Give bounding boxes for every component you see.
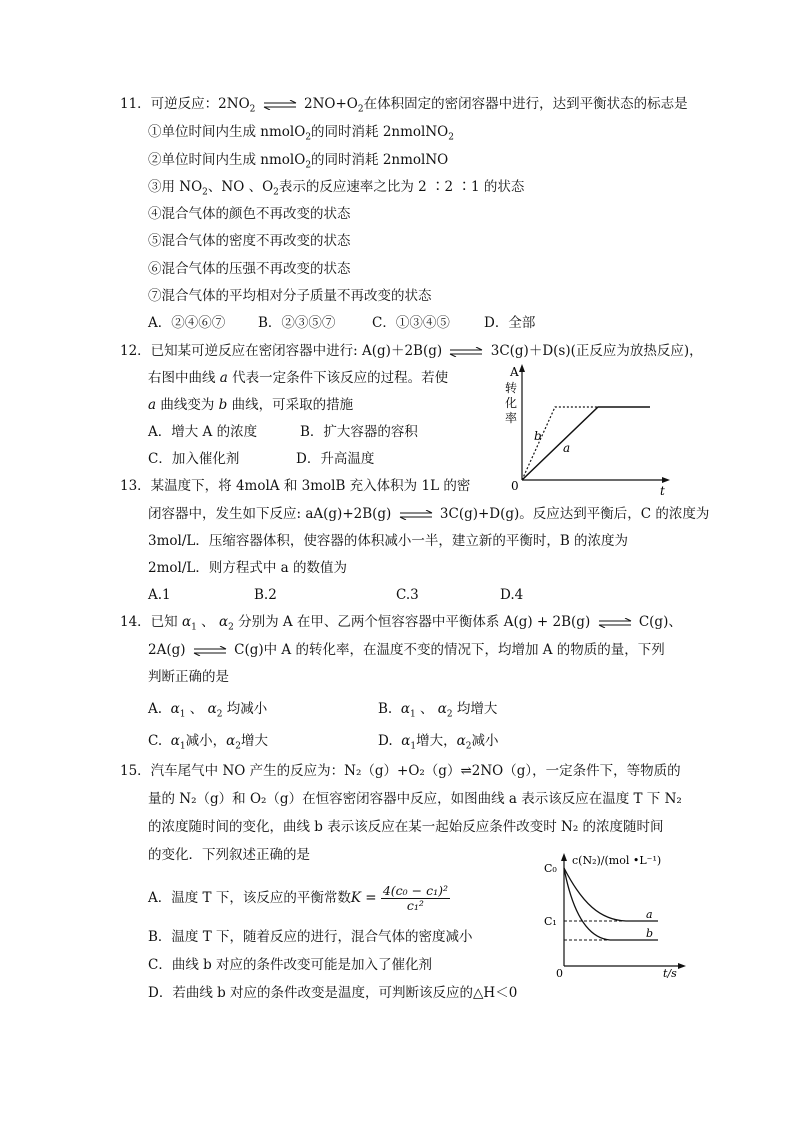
q11-option-a[interactable]: A．②④⑥⑦ xyxy=(148,315,226,331)
q11-option-b[interactable]: B．②③⑤⑦ xyxy=(258,315,336,331)
q11-stem: 11．可逆反应：$2NO_2$ $2NO+O_2$在体积固定的密闭容器中进行，达到平衡状态的标志是 xyxy=(120,96,688,115)
equilibrium-constant-fraction: $\frac{\text{4(c₀ − c₁)²}}{\text{c₁²}}$ xyxy=(382,883,449,913)
graph-ylabel-4: 率 xyxy=(505,411,518,425)
q13-option-b[interactable]: B.2 xyxy=(254,587,277,603)
curve-b xyxy=(564,868,658,940)
q13-option-c[interactable]: C.3 xyxy=(396,587,419,603)
q15-option-c[interactable]: C．曲线 b 对应的条件改变可能是加入了催化剂 xyxy=(148,957,433,973)
q14-line-1: 14．已知 $\alpha_1$ 、 $\alpha_2$ 分别为 A 在甲、乙两个恒容容器中平衡体系 A(g) + 2B(g) C(g)、 xyxy=(120,614,682,633)
graph-origin: 0 xyxy=(556,967,563,978)
x-axis-arrow-icon xyxy=(678,963,686,969)
y-axis-arrow-icon xyxy=(519,364,525,372)
equilibrium-arrow-icon xyxy=(598,618,632,628)
q15-option-b[interactable]: B．温度 T 下，随着反应的进行，混合气体的密度减小 xyxy=(148,929,473,945)
q15-line-2: 量的 N₂（g）和 O₂（g）在恒容密闭容器中反应，如图曲线 a 表示该反应在温度 T 下 N₂ xyxy=(148,791,682,807)
q11-statement-6: ⑥混合气体的压强不再改变的状态 xyxy=(148,261,351,277)
q15-line-4: 的变化．下列叙述正确的是 xyxy=(148,847,310,863)
q13-line-1: 13．某温度下，将 4molA 和 3molB 充入体积为 1L 的密 xyxy=(120,478,471,494)
q13-option-a[interactable]: A.1 xyxy=(148,587,171,603)
q14-line-2: 2A(g) C(g)中 A 的转化率，在温度不变的情况下，均增加 A 的物质的量，下列 xyxy=(148,642,665,658)
x-axis-arrow-icon xyxy=(662,477,670,483)
graph-ylabel-2: 转 xyxy=(505,381,518,395)
q11-statement-5: ⑤混合气体的密度不再改变的状态 xyxy=(148,233,351,249)
q13-line-3: 3mol/L．压缩容器体积，使容器的体积减小一半，建立新的平衡时，B 的浓度为 xyxy=(148,533,629,549)
q11-statement-7: ⑦混合气体的平均相对分子质量不再改变的状态 xyxy=(148,288,432,304)
equilibrium-arrow-icon xyxy=(449,347,483,357)
q12-line-3: a 曲线变为 b 曲线，可采取的措施 xyxy=(148,397,354,413)
graph-ylabel-3: 化 xyxy=(505,396,518,410)
equilibrium-arrow-icon xyxy=(193,646,227,656)
q11-statement-3: ③用 $NO_2$、NO 、$O_2$表示的反应速率之比为 2 ∶2 ∶1 的状态 xyxy=(148,179,525,198)
q15-line-1: 15．汽车尾气中 NO 产生的反应为：N₂（g）+O₂（g）⇌2NO（g），一定条件下，等物质的 xyxy=(120,763,681,779)
c0-label: C₀ xyxy=(544,862,557,875)
q11-option-d[interactable]: D．全部 xyxy=(484,315,536,331)
q11-option-c[interactable]: C．①③④⑤ xyxy=(372,315,450,331)
q13-option-d[interactable]: D.4 xyxy=(500,587,524,603)
q15-line-3: 的浓度随时间的变化，曲线 b 表示该反应在某一起始反应条件改变时 N₂ 的浓度随时间 xyxy=(148,819,664,835)
q12-option-d[interactable]: D．升高温度 xyxy=(296,451,375,467)
q14-option-a[interactable]: A. $\alpha_1$ 、 $\alpha_2$ 均减小 xyxy=(148,701,268,720)
graph-origin: 0 xyxy=(511,479,519,493)
q15-concentration-graph xyxy=(538,848,698,978)
y-axis-arrow-icon xyxy=(561,853,567,861)
q11-statement-2: ②单位时间内生成 nmolO$_2$的同时消耗 2nmolNO xyxy=(148,152,449,171)
q14-option-b[interactable]: B. $\alpha_1$ 、 $\alpha_2$ 均增大 xyxy=(378,701,498,720)
graph-xlabel: t xyxy=(660,484,665,497)
q12-option-a[interactable]: A．增大 A 的浓度 xyxy=(148,424,258,440)
graph-ylabel: c(N₂)/(mol •L⁻¹) xyxy=(572,854,662,867)
q14-option-c[interactable]: C. $\alpha_1$减小，$\alpha_2$增大 xyxy=(148,733,268,752)
q12-conversion-graph xyxy=(500,362,680,497)
q13-line-4: 2mol/L．则方程式中 a 的数值为 xyxy=(148,560,347,576)
curve-b-label: b xyxy=(646,927,654,940)
q15-option-a[interactable]: A．温度 T 下，该反应的平衡常数K = $\frac{\text{4(c₀ − c₁)²}}{\text{c₁²}}$ xyxy=(148,883,449,913)
curve-b-label: b xyxy=(534,429,542,443)
q12-option-c[interactable]: C．加入催化剂 xyxy=(148,451,240,467)
curve-a xyxy=(522,407,650,480)
q14-line-3: 判断正确的是 xyxy=(148,669,229,685)
q12-line-2: 右图中曲线 a 代表一定条件下该反应的过程。若使 xyxy=(148,370,449,386)
equilibrium-arrow-icon xyxy=(263,100,297,110)
graph-xlabel: t/s xyxy=(663,967,677,978)
curve-a-label: a xyxy=(563,441,571,455)
curve-a-label: a xyxy=(646,908,653,921)
q15-option-d[interactable]: D．若曲线 b 对应的条件改变是温度，可判断该反应的△H＜0 xyxy=(148,985,518,1001)
q11-statement-1: ①单位时间内生成 nmolO$_2$的同时消耗 2nmolNO$_2$ xyxy=(148,124,454,143)
equilibrium-arrow-icon xyxy=(399,510,433,520)
q13-line-2: 闭容器中，发生如下反应: aA(g)+2B(g) 3C(g)+D(g)。反应达到平衡后，C 的浓度为 xyxy=(148,506,710,522)
q12-stem: 12．已知某可逆反应在密闭容器中进行: A(g)＋2B(g) 3C(g)＋D(s)(正反应为放热反应)， xyxy=(120,343,703,359)
graph-ylabel-1: A xyxy=(510,365,519,379)
q12-option-b[interactable]: B．扩大容器的容积 xyxy=(300,424,418,440)
q11-statement-4: ④混合气体的颜色不再改变的状态 xyxy=(148,206,351,222)
c1-label: C₁ xyxy=(544,915,557,928)
q14-option-d[interactable]: D. $\alpha_1$增大，$\alpha_2$减小 xyxy=(378,733,499,752)
